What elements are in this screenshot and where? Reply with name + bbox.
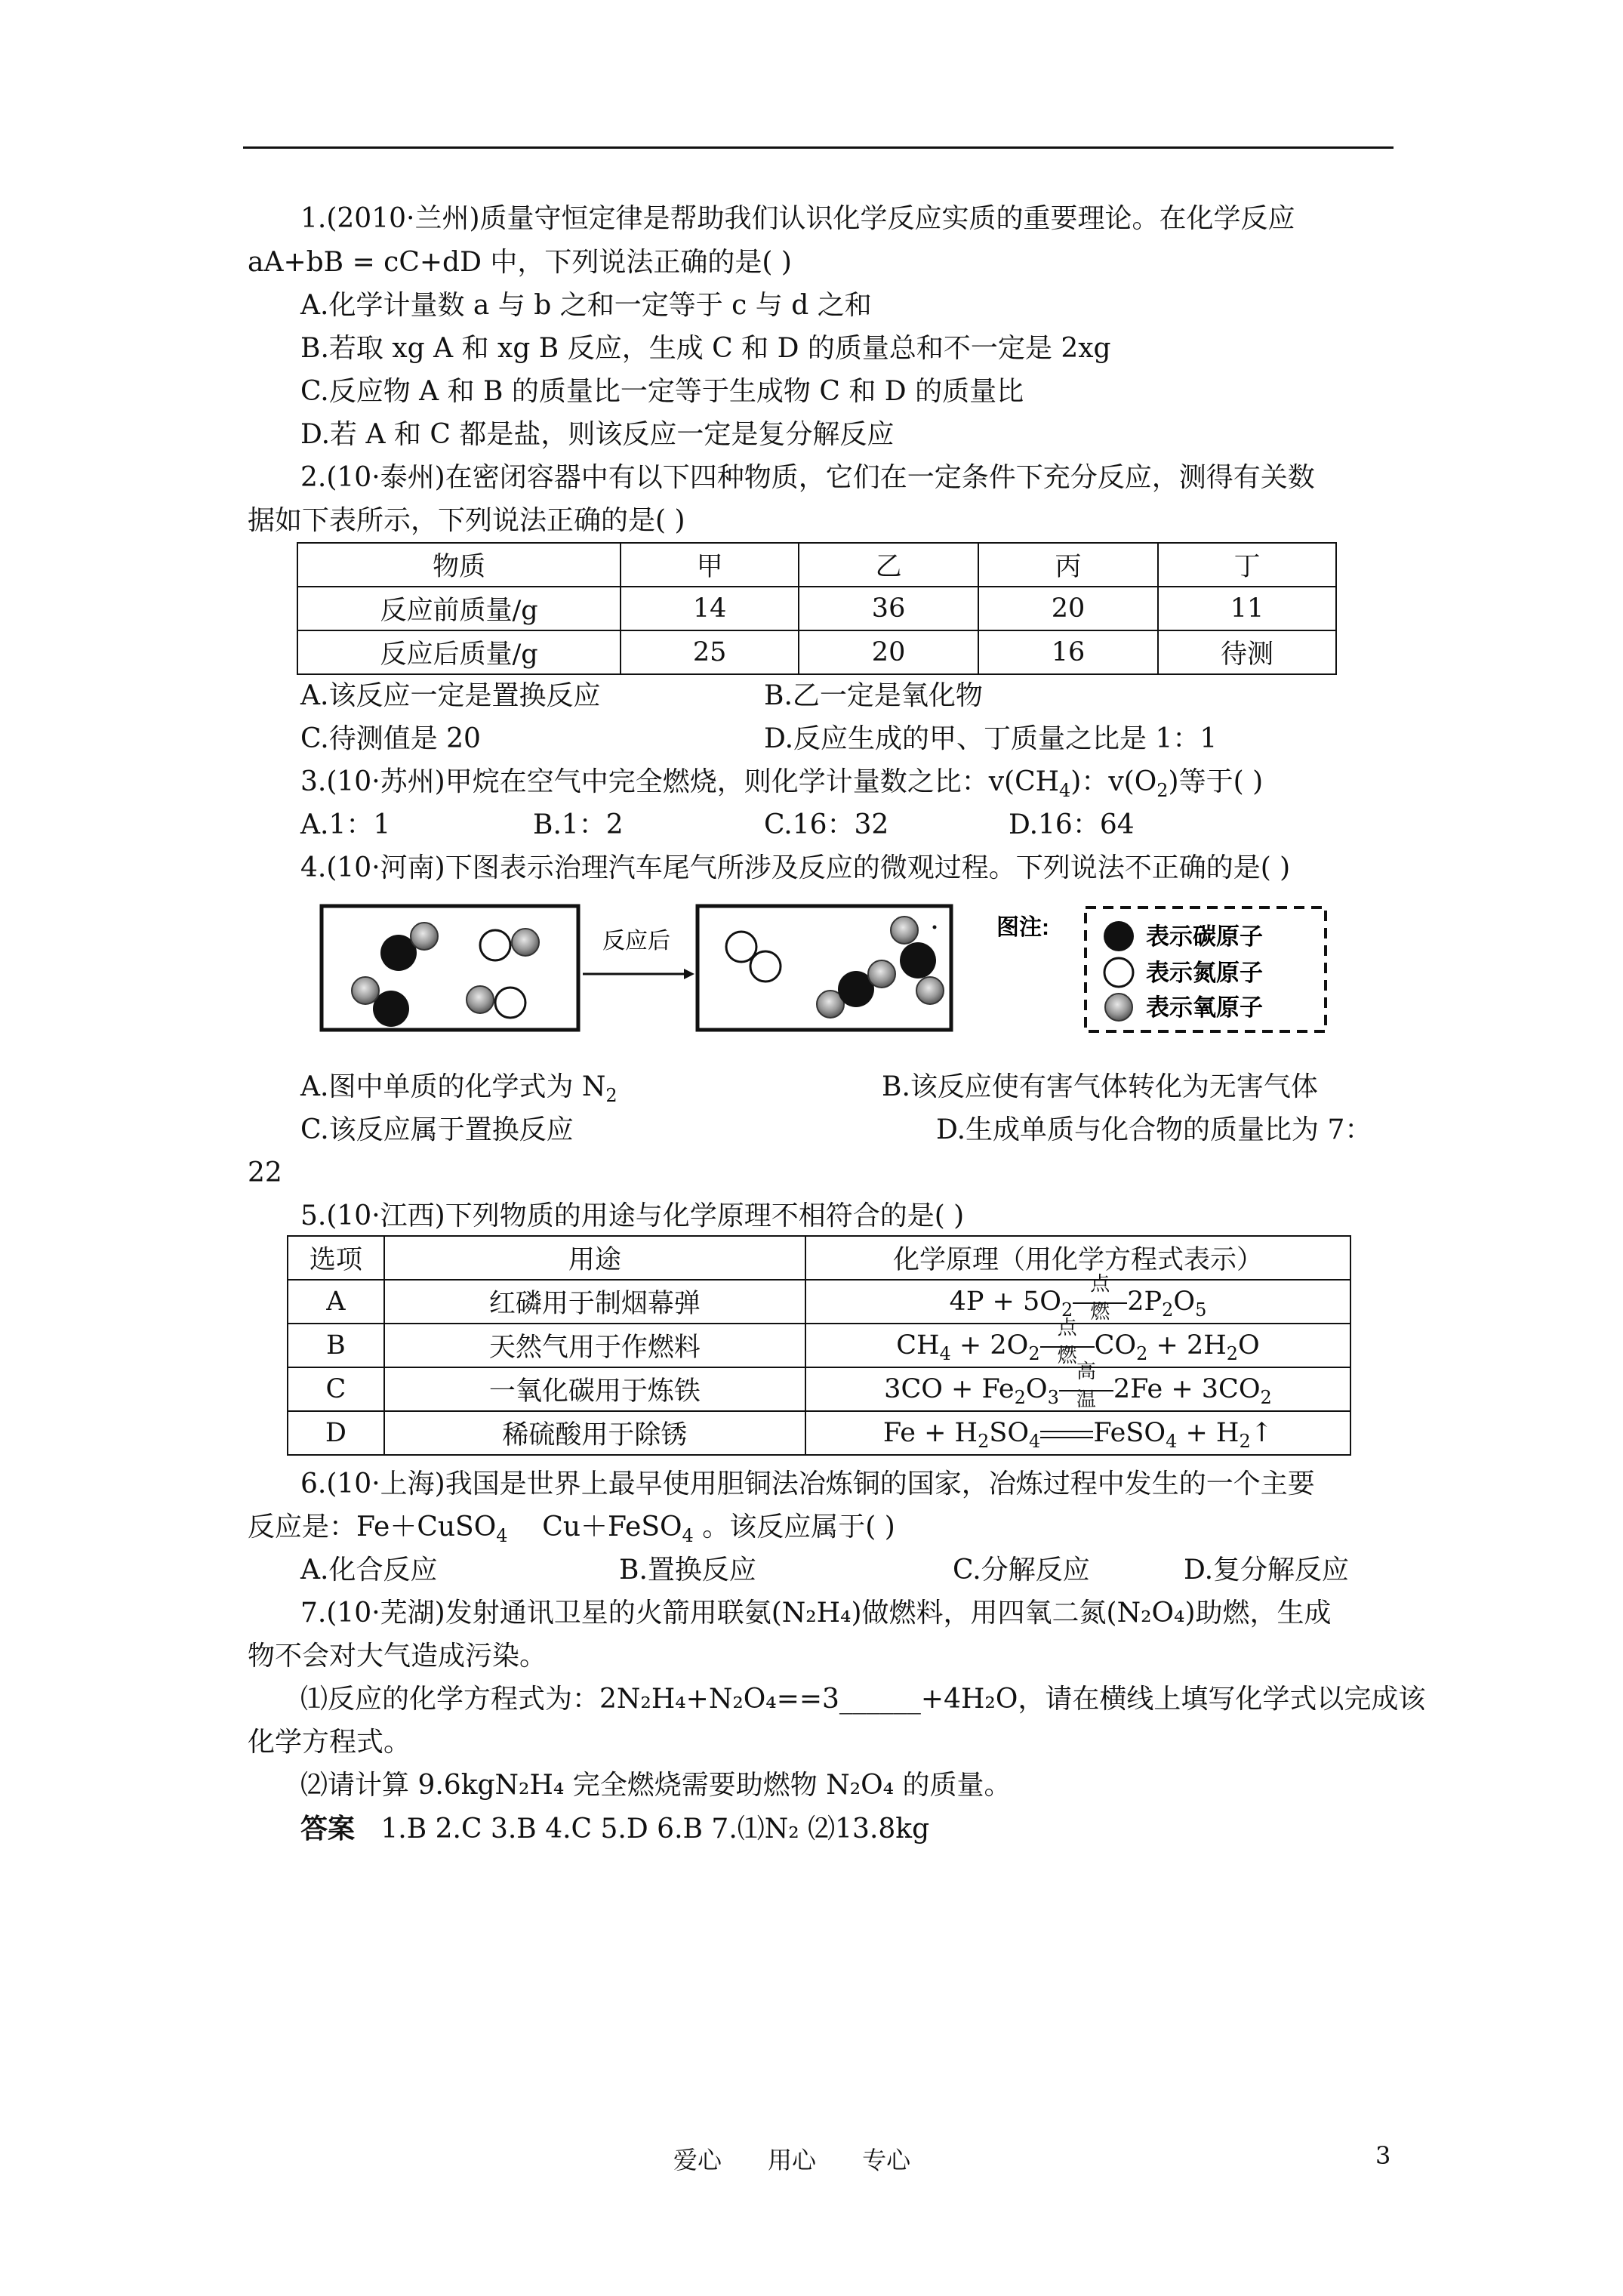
q1-option-b: B.若取 xg A 和 xg B 反应，生成 C 和 D 的质量总和不一定是 2xg: [300, 333, 1111, 364]
table-cell: 甲: [621, 543, 799, 587]
table-cell: C: [288, 1367, 384, 1411]
q2-option-c: C.待测值是 20: [300, 723, 481, 754]
q6-option-d: D.复分解反应: [1184, 1555, 1350, 1586]
q6-stem-text: 反应是：Fe＋CuSO: [248, 1512, 497, 1542]
q4-reaction-diagram: [317, 901, 1329, 1034]
condition-label: 高温: [1076, 1361, 1096, 1411]
q4-stem: 4.(10·河南)下图表示治理汽车尾气所涉及反应的微观过程。下列说法不正确的是( ): [300, 852, 1291, 883]
table-header-row: [297, 543, 1336, 587]
table-cell: 丁: [1158, 543, 1336, 587]
arrow-label: 反应后: [602, 929, 670, 954]
table-cell: A: [288, 1280, 384, 1324]
q4-option-d-cont: 22: [248, 1157, 282, 1188]
table-cell: 14: [621, 587, 799, 630]
table-row: [288, 1280, 1350, 1324]
table-cell: 反应后质量/g: [297, 630, 621, 674]
table-cell: 25: [621, 630, 799, 674]
q6-stem-line1: 6.(10·上海)我国是世界上最早使用胆铜法冶炼铜的国家，冶炼过程中发生的一个主要: [300, 1469, 1315, 1499]
answer-label: 答案: [300, 1813, 356, 1845]
q3-stem-text: 3.(10·苏州)甲烷在空气中完全燃烧，则化学计量数之比：v(CH: [300, 766, 1060, 797]
q2-option-b: B.乙一定是氧化物: [764, 680, 983, 711]
q3-option-c: C.16：32: [764, 809, 889, 840]
q1-stem-line1: 1.(2010·兰州)质量守恒定律是帮助我们认识化学反应实质的重要理论。在化学反应: [300, 203, 1295, 234]
q3-stem-text: )等于( ): [1168, 766, 1264, 797]
nitrogen-atom-icon: [1104, 958, 1133, 987]
q7-part1-line1: ⑴反应的化学方程式为：2N₂H₄+N₂O₄==3______+4H₂O，请在横线上填写化学式以完成该: [300, 1684, 1426, 1715]
table-row: [288, 1367, 1350, 1411]
subscript: 2: [1156, 780, 1169, 801]
equation-cell: $3CO + Fe_2O_3$ 高温 $2Fe + 3CO_2$: [805, 1367, 1350, 1411]
table-cell: 20: [799, 630, 978, 674]
q6-stem-line2: [248, 1511, 895, 1544]
q4-option-c: C.该反应属于置换反应: [300, 1114, 574, 1145]
q6-stem-text: Cu＋FeSO: [507, 1512, 682, 1542]
q4-option-b: B.该反应使有害气体转化为无害气体: [882, 1071, 1318, 1102]
condition-label: 点燃: [1057, 1317, 1077, 1367]
answer-text: 1.B 2.C 3.B 4.C 5.D 6.B 7.⑴N₂ ⑵13.8kg: [380, 1814, 930, 1845]
q1-stem-line2: aA+bB = cC+dD 中，下列说法正确的是( ): [248, 247, 792, 278]
legend-item: 表示碳原子: [1146, 923, 1263, 950]
subscript: 4: [496, 1525, 508, 1546]
q4-option-a-text: A.图中单质的化学式为 N: [300, 1071, 606, 1102]
footer-motto: 爱心 用心 专心: [673, 2146, 911, 2174]
q6-option-c: C.分解反应: [953, 1555, 1090, 1586]
q3-stem-text: )：v(O: [1070, 766, 1157, 797]
table-cell: 化学原理（用化学方程式表示）: [805, 1236, 1350, 1280]
condition-label: 点燃: [1090, 1273, 1110, 1324]
q6-option-b: B.置换反应: [619, 1555, 756, 1586]
legend-title: 图注:: [996, 915, 1049, 940]
q2-data-table: [297, 542, 1337, 675]
table-header-row: [288, 1236, 1350, 1280]
q6-stem-text: 。该反应属于( ): [693, 1512, 895, 1542]
q3-option-a: A.1：1: [300, 809, 391, 840]
before-reaction-box: [322, 906, 578, 1030]
equation-cell: $Fe + H_2SO_4$ FeSO$_4$ + $H_2↑$: [805, 1411, 1350, 1455]
legend-item: 表示氮原子: [1146, 960, 1263, 986]
table-cell: 天然气用于作燃料: [384, 1324, 805, 1367]
q3-option-d: D.16：64: [1009, 809, 1135, 840]
q1-option-c: C.反应物 A 和 B 的质量比一定等于生成物 C 和 D 的质量比: [300, 376, 1024, 407]
q1-option-d: D.若 A 和 C 都是盐，则该反应一定是复分解反应: [300, 419, 895, 450]
q3-option-b: B.1：2: [533, 809, 624, 840]
table-cell: 丙: [978, 543, 1158, 587]
subscript: 4: [1059, 780, 1071, 801]
header-rule: [243, 146, 1394, 149]
q2-option-a: A.该反应一定是置换反应: [300, 680, 601, 711]
page-number: 3: [1375, 2141, 1391, 2170]
table-row: [297, 587, 1336, 630]
q7-part1-line2: 化学方程式。: [248, 1727, 411, 1758]
table-cell: 物质: [297, 543, 621, 587]
q4-option-d: D.生成单质与化合物的质量比为 7：: [936, 1114, 1372, 1145]
q2-stem-line1: 2.(10·泰州)在密闭容器中有以下四种物质，它们在一定条件下充分反应，测得有关数: [300, 462, 1315, 493]
q7-part2: ⑵请计算 9.6kgN₂H₄ 完全燃烧需要助燃物 N₂O₄ 的质量。: [300, 1770, 1012, 1801]
subscript: 4: [682, 1525, 694, 1546]
table-cell: 红磷用于制烟幕弹: [384, 1280, 805, 1324]
table-cell: 11: [1158, 587, 1336, 630]
carbon-atom-icon: [1104, 921, 1134, 951]
table-cell: 一氧化碳用于炼铁: [384, 1367, 805, 1411]
legend-item: 表示氧原子: [1146, 994, 1263, 1021]
q2-stem-line2: 据如下表所示，下列说法正确的是( ): [248, 505, 685, 536]
table-cell: 选项: [288, 1236, 384, 1280]
q6-option-a: A.化合反应: [300, 1555, 438, 1586]
table-cell: 稀硫酸用于除锈: [384, 1411, 805, 1455]
equation-cell: $CH_4 + 2O_2$ 点燃 $CO_2 + 2H_2O$: [805, 1324, 1350, 1367]
q5-table: [287, 1235, 1351, 1456]
q7-stem-line2: 物不会对大气造成污染。: [248, 1641, 547, 1672]
q7-stem-line1: 7.(10·芜湖)发射通讯卫星的火箭用联氨(N₂H₄)做燃料，用四氧二氮(N₂O₄)助燃，生成: [300, 1598, 1332, 1629]
table-cell: B: [288, 1324, 384, 1367]
table-cell: 反应前质量/g: [297, 587, 621, 630]
table-cell: D: [288, 1411, 384, 1455]
answer-line: [300, 1812, 929, 1846]
q5-stem: 5.(10·江西)下列物质的用途与化学原理不相符合的是( ): [300, 1200, 965, 1231]
table-cell: 16: [978, 630, 1158, 674]
q1-option-a: A.化学计量数 a 与 b 之和一定等于 c 与 d 之和: [300, 290, 872, 321]
speck: [933, 926, 937, 929]
q3-stem: [300, 766, 1263, 799]
q4-option-a: [300, 1071, 617, 1104]
subscript: 2: [605, 1085, 617, 1106]
arrow-head-icon: [684, 969, 694, 979]
table-cell: 用途: [384, 1236, 805, 1280]
equation-cell: $4P + 5O_2$ 点燃 $2P_2O_5$: [805, 1280, 1350, 1324]
table-row: [288, 1411, 1350, 1455]
table-cell: 乙: [799, 543, 978, 587]
table-cell: 待测: [1158, 630, 1336, 674]
table-row: [288, 1324, 1350, 1367]
oxygen-atom-icon: [1105, 994, 1132, 1021]
table-cell: 20: [978, 587, 1158, 630]
table-row: [297, 630, 1336, 674]
q2-option-d: D.反应生成的甲、丁质量之比是 1：1: [764, 723, 1218, 754]
table-cell: 36: [799, 587, 978, 630]
